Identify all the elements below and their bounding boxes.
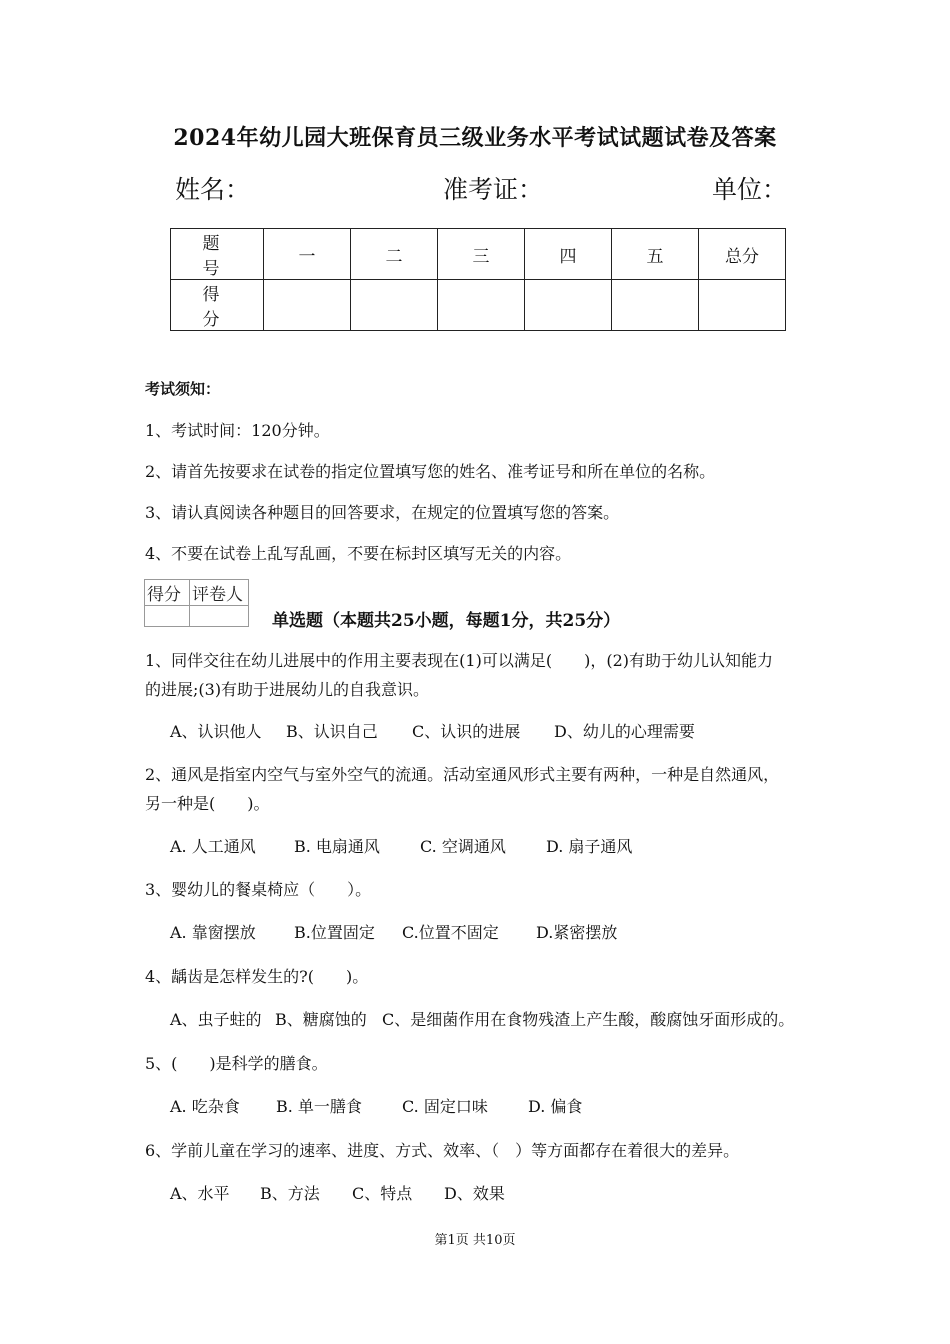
unit-field-label: 单位： bbox=[712, 175, 788, 204]
score-header-cell: 三 bbox=[438, 229, 525, 280]
score-header-cell: 总分 bbox=[699, 229, 786, 280]
option[interactable]: C. 空调通风 bbox=[420, 837, 506, 856]
option[interactable]: A、虫子蛀的 bbox=[170, 1010, 262, 1029]
notice-item: 4、不要在试卷上乱写乱画，不要在标封区填写无关的内容。 bbox=[145, 544, 572, 563]
score-table bbox=[170, 228, 786, 331]
score-cell[interactable] bbox=[264, 280, 351, 331]
score-row-label: 得 分 bbox=[171, 280, 264, 331]
score-cell[interactable] bbox=[525, 280, 612, 331]
question-text: 的进展;(3)有助于进展幼儿的自我意识。 bbox=[145, 680, 430, 699]
question-options bbox=[170, 1094, 582, 1117]
option[interactable]: D、效果 bbox=[444, 1184, 505, 1203]
score-header-cell: 四 bbox=[525, 229, 612, 280]
grader-score-cell[interactable] bbox=[145, 606, 190, 627]
score-cell[interactable] bbox=[612, 280, 699, 331]
question-options bbox=[170, 719, 695, 742]
notice-item: 3、请认真阅读各种题目的回答要求，在规定的位置填写您的答案。 bbox=[145, 503, 620, 522]
exam-id-field-label: 准考证： bbox=[443, 175, 544, 204]
score-table-score-row bbox=[171, 280, 786, 331]
grader-name-label: 评卷人 bbox=[190, 580, 249, 606]
option[interactable]: D.紧密摆放 bbox=[536, 923, 618, 942]
option[interactable]: B.位置固定 bbox=[294, 923, 375, 942]
grader-box bbox=[144, 579, 249, 627]
question-text: 6、学前儿童在学习的速率、进度、方式、效率、（ ）等方面都存在着很大的差异。 bbox=[145, 1141, 740, 1160]
notice-heading: 考试须知： bbox=[145, 380, 221, 398]
exam-title: 2024年幼儿园大班保育员三级业务水平考试试题试卷及答案 bbox=[173, 125, 777, 151]
score-cell[interactable] bbox=[438, 280, 525, 331]
score-header-cell: 五 bbox=[612, 229, 699, 280]
option[interactable]: C、是细菌作用在食物残渣上产生酸，酸腐蚀牙面形成的。 bbox=[382, 1010, 795, 1029]
option[interactable]: B. 单一膳食 bbox=[276, 1097, 362, 1116]
option[interactable]: C、认识的进展 bbox=[412, 722, 521, 741]
question-text: 另一种是( )。 bbox=[145, 794, 270, 813]
option[interactable]: B、方法 bbox=[260, 1184, 320, 1203]
score-header-cell: 一 bbox=[264, 229, 351, 280]
notice-item: 1、考试时间：120分钟。 bbox=[145, 421, 330, 440]
question-options bbox=[170, 1007, 794, 1030]
option[interactable]: A. 靠窗摆放 bbox=[170, 923, 256, 942]
option[interactable]: A. 人工通风 bbox=[170, 837, 256, 856]
score-cell[interactable] bbox=[699, 280, 786, 331]
grader-score-label: 得分 bbox=[145, 580, 190, 606]
question-options bbox=[170, 1181, 505, 1204]
option[interactable]: D、幼儿的心理需要 bbox=[554, 722, 695, 741]
question-options bbox=[170, 920, 617, 943]
option[interactable]: B、认识自己 bbox=[286, 722, 378, 741]
option[interactable]: D. 偏食 bbox=[528, 1097, 583, 1116]
question-text: 2、通风是指室内空气与室外空气的流通。活动室通风形式主要有两种，一种是自然通风， bbox=[145, 765, 780, 784]
question-text: 3、婴幼儿的餐桌椅应（ ）。 bbox=[145, 880, 372, 899]
question-text: 1、同伴交往在幼儿进展中的作用主要表现在(1)可以满足( )，(2)有助于幼儿认知能力 bbox=[145, 651, 773, 670]
page-number: 第1页 共10页 bbox=[434, 1233, 516, 1248]
name-field-label: 姓名： bbox=[175, 175, 251, 204]
score-table-header-row bbox=[171, 229, 786, 280]
question-options bbox=[170, 834, 632, 857]
option[interactable]: C、特点 bbox=[352, 1184, 413, 1203]
option[interactable]: B、糖腐蚀的 bbox=[275, 1010, 367, 1029]
option[interactable]: A. 吃杂食 bbox=[170, 1097, 240, 1116]
notice-item: 2、请首先按要求在试卷的指定位置填写您的姓名、准考证号和所在单位的名称。 bbox=[145, 462, 716, 481]
option[interactable]: C. 固定口味 bbox=[402, 1097, 488, 1116]
score-cell[interactable] bbox=[351, 280, 438, 331]
option[interactable]: B. 电扇通风 bbox=[294, 837, 380, 856]
option[interactable]: A、认识他人 bbox=[170, 722, 262, 741]
option[interactable]: C.位置不固定 bbox=[402, 923, 499, 942]
option[interactable]: A、水平 bbox=[170, 1184, 230, 1203]
score-header-cell: 题 号 bbox=[171, 229, 264, 280]
question-text: 5、( )是科学的膳食。 bbox=[145, 1054, 328, 1073]
section-title: 单选题（本题共25小题，每题1分，共25分） bbox=[272, 611, 621, 631]
question-text: 4、龋齿是怎样发生的?( )。 bbox=[145, 967, 369, 986]
score-header-cell: 二 bbox=[351, 229, 438, 280]
grader-name-cell[interactable] bbox=[190, 606, 249, 627]
option[interactable]: D. 扇子通风 bbox=[546, 837, 633, 856]
